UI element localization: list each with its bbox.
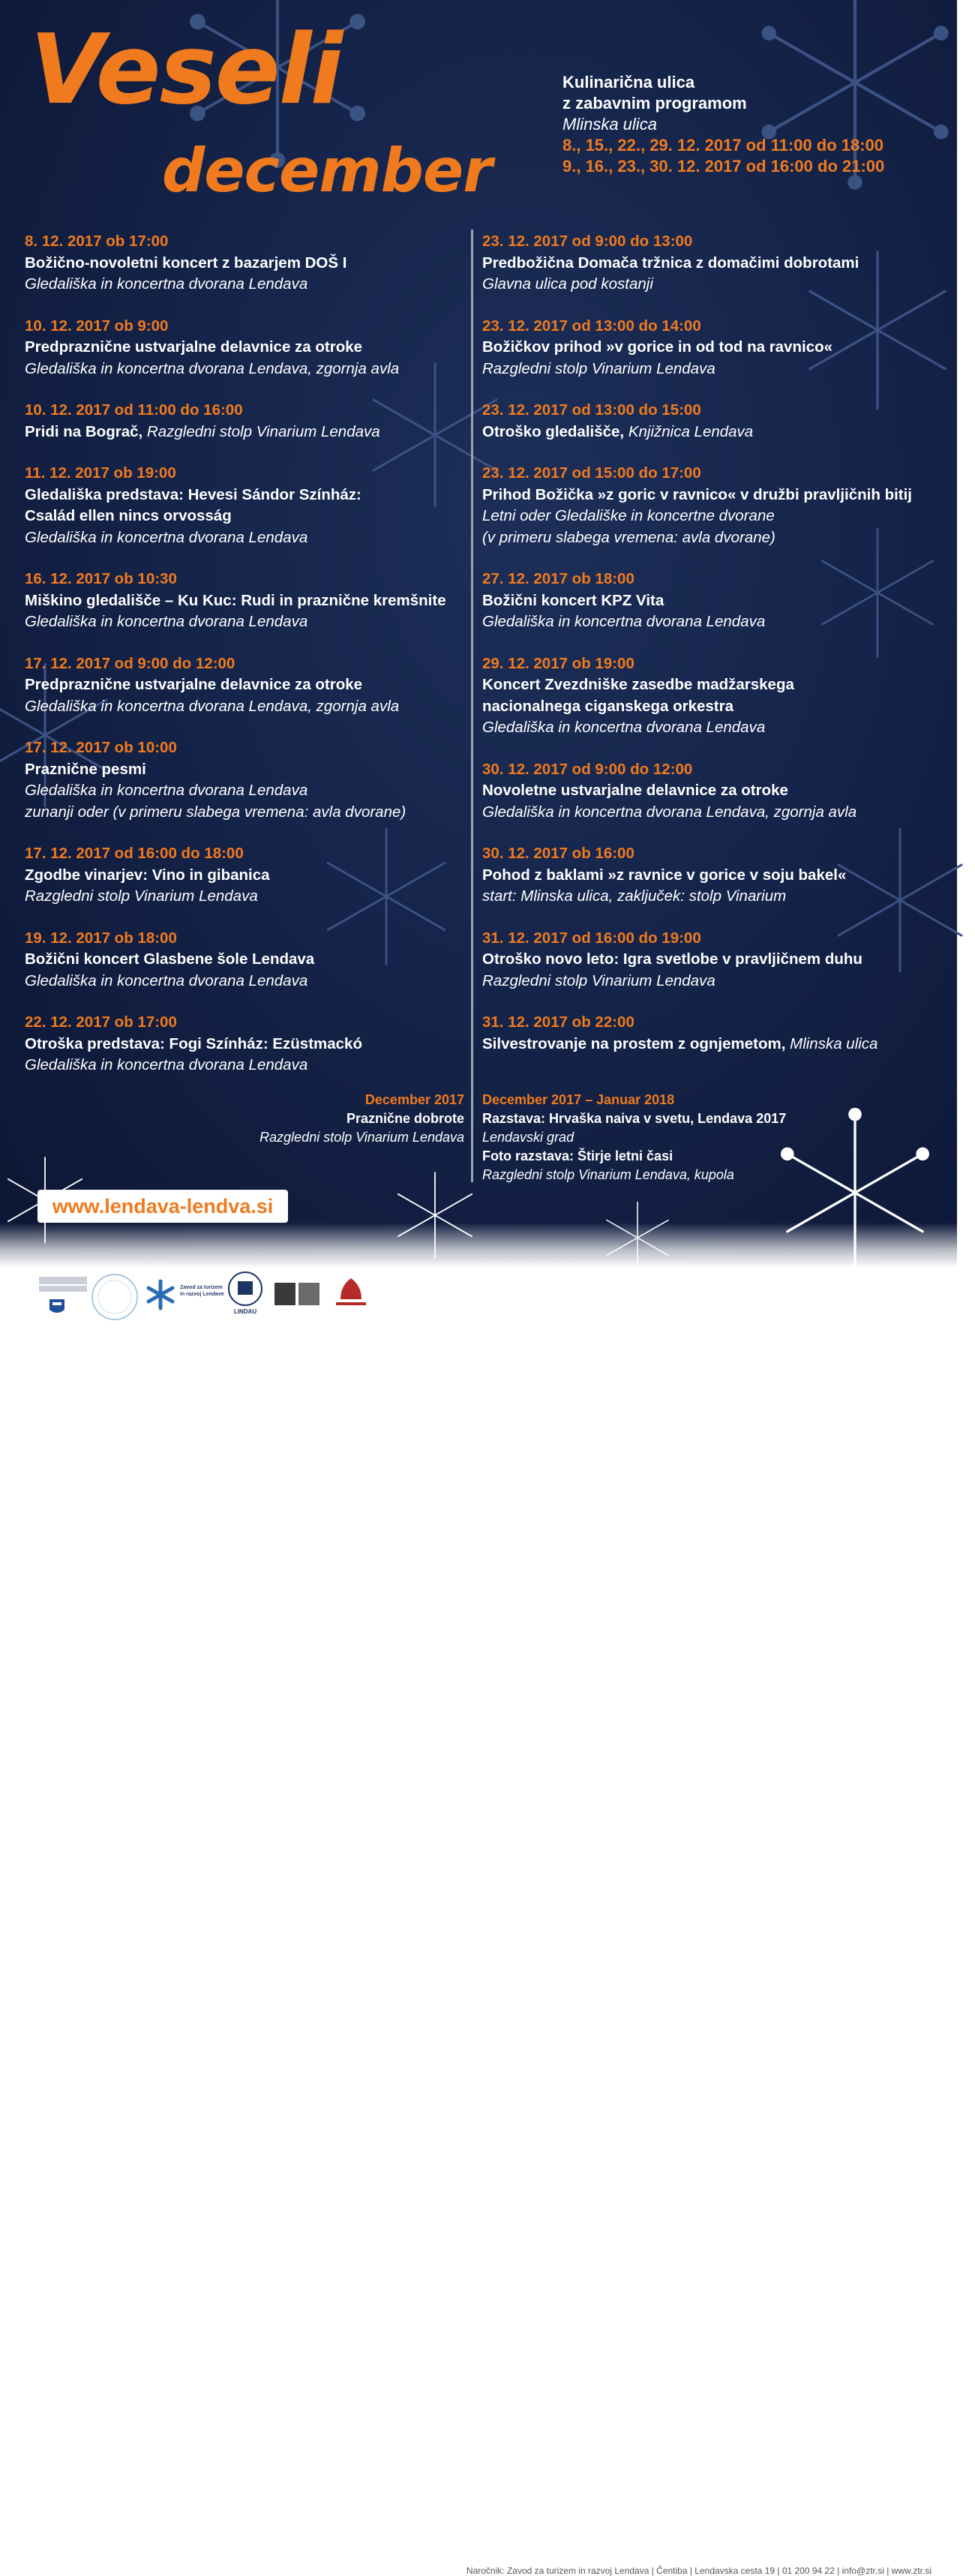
footer-contact-text: Naročnik: Zavod za turizem in razvoj Lendava | Čentiba | Lendavska cesta 19 | 01 200 94 22 | info@ztr.si | www.ztr.si <box>466 2565 932 2576</box>
event-title-text: Silvestrovanje na prostem z ognjemetom, <box>482 1034 786 1052</box>
event-date: 10. 12. 2017 ob 9:00 <box>25 317 169 335</box>
event-title: Predbožična Domača tržnica z domačimi dobrotami <box>482 254 860 272</box>
event-venue: Razgledni stolp Vinarium Lendava <box>25 887 258 905</box>
event-date: 30. 12. 2017 od 9:00 do 12:00 <box>482 760 693 778</box>
event-item <box>482 231 947 296</box>
right-events-column <box>482 231 947 1055</box>
event-venue-line2: zunanji oder (v primeru slabega vremena: avla dvorane) <box>25 803 406 821</box>
event-date: 17. 12. 2017 od 9:00 do 12:00 <box>25 654 236 672</box>
event-title: Praznične pesmi <box>25 760 146 778</box>
event-date: 10. 12. 2017 od 11:00 do 16:00 <box>25 401 243 419</box>
event-venue: Gledališka in koncertna dvorana Lendava <box>25 1056 308 1073</box>
event-item <box>482 759 947 824</box>
event-title: Otroško novo leto: Igra svetlobe v pravljičnem duhu <box>482 950 862 968</box>
event-venue-line2: (v primeru slabega vremena: avla dvorane) <box>482 528 776 546</box>
event-title: Otroška predstava: Fogi Színház: Ezüstmackó <box>25 1034 362 1052</box>
event-item <box>482 928 947 992</box>
event-date: 30. 12. 2017 ob 16:00 <box>482 845 634 862</box>
event-title: Gledališka predstava: Hevesi Sándor Színház: <box>25 485 362 503</box>
event-title: Zgodbe vinarjev: Vino in gibanica <box>25 866 270 884</box>
left-events-column <box>25 231 471 1076</box>
exhibitions-date: December 2017 – Januar 2018 <box>482 1092 675 1107</box>
event-date: 29. 12. 2017 ob 19:00 <box>482 654 634 672</box>
lendava-municipality-logo <box>39 1275 87 1320</box>
title-veseli: Veseli <box>30 14 342 126</box>
partner-logo <box>273 1280 322 1310</box>
event-title <box>482 422 947 443</box>
event-title: Predpraznične ustvarjalne delavnice za otroke <box>25 676 363 693</box>
event-item <box>482 316 947 380</box>
tourism-board-logo <box>144 1278 177 1311</box>
snow-ground-decoration <box>0 1223 957 1268</box>
event-venue: Glavna ulica pod kostanji <box>482 275 653 293</box>
tourism-board-logo-text: Zavod za turizem in razvoj Lendave <box>180 1285 224 1297</box>
partner-logo <box>88 1271 141 1323</box>
event-venue: Gledališka in koncertna dvorana Lendava <box>482 613 766 630</box>
partner-logo <box>327 1272 375 1317</box>
event-item <box>482 1012 947 1055</box>
event-date: 16. 12. 2017 ob 10:30 <box>25 570 177 587</box>
event-venue-inline: Knjižnica Lendava <box>624 422 754 440</box>
holiday-treats-date: December 2017 <box>364 1092 464 1107</box>
event-venue: Gledališka in koncertna dvorana Lendava <box>482 719 766 736</box>
event-item <box>25 569 471 633</box>
event-venue: Gledališka in koncertna dvorana Lendava, zgornja avla <box>25 359 400 377</box>
column-divider <box>471 230 473 1182</box>
event-item <box>25 843 471 908</box>
event-venue-inline: Razgledni stolp Vinarium Lendava <box>142 422 380 440</box>
event-title-text: Pridi na Bograč, <box>25 422 143 440</box>
holiday-treats-box <box>25 1091 464 1147</box>
event-item <box>482 569 947 633</box>
event-date: 17. 12. 2017 ob 10:00 <box>25 739 177 756</box>
event-date: 19. 12. 2017 ob 18:00 <box>25 929 177 947</box>
event-date: 31. 12. 2017 ob 22:00 <box>482 1013 634 1031</box>
event-title-text: Otroško gledališče, <box>482 422 625 440</box>
event-item <box>25 316 471 380</box>
culinary-title: Kulinarična ulica <box>562 73 695 92</box>
lindau-logo-text: LINDAU <box>233 1308 257 1315</box>
event-title: Božični koncert KPZ Vita <box>482 591 664 609</box>
event-date: 31. 12. 2017 od 16:00 do 19:00 <box>482 929 701 947</box>
event-venue: Gledališka in koncertna dvorana Lendava <box>25 528 308 546</box>
culinary-dates-1: 8., 15., 22., 29. 12. 2017 od 11:00 do 18:00 <box>562 136 884 155</box>
event-title: Božični koncert Glasbene šole Lendava <box>25 950 315 968</box>
holiday-treats-title: Praznične dobrote <box>346 1111 464 1126</box>
event-title: Koncert Zvezdniške zasedbe madžarskega <box>482 676 794 693</box>
culinary-dates-2: 9., 16., 23., 30. 12. 2017 od 16:00 do 21:00 <box>562 157 885 176</box>
event-title-line2: nacionalnega ciganskega orkestra <box>482 697 734 715</box>
event-date: 11. 12. 2017 ob 19:00 <box>25 464 176 482</box>
event-title: Miškino gledališče – Ku Kuc: Rudi in praznične kremšnite <box>25 591 446 609</box>
holiday-treats-venue: Razgledni stolp Vinarium Lendava <box>260 1130 464 1145</box>
website-link[interactable]: www.lendava-lendva.si <box>38 1190 288 1223</box>
poster <box>0 0 957 1268</box>
event-date: 17. 12. 2017 od 16:00 do 18:00 <box>25 845 244 862</box>
event-title: Božično-novoletni koncert z bazarjem DOŠ I <box>25 254 347 272</box>
event-venue-inline: Mlinska ulica <box>785 1034 878 1052</box>
event-title: Božičkov prihod »v gorice in od tod na ravnico« <box>482 338 833 356</box>
culinary-location: Mlinska ulica <box>562 115 657 134</box>
event-item <box>25 463 471 548</box>
event-date: 22. 12. 2017 ob 17:00 <box>25 1013 177 1031</box>
event-title: Prihod Božička »z goric v ravnico« v družbi pravljičnih bitij <box>482 485 912 503</box>
event-venue: Gledališka in koncertna dvorana Lendava <box>25 613 308 630</box>
culinary-subtitle: z zabavnim programom <box>562 94 747 113</box>
event-item <box>25 928 471 992</box>
event-item <box>25 653 471 718</box>
event-item <box>482 843 947 908</box>
event-date: 23. 12. 2017 od 9:00 do 13:00 <box>482 233 693 250</box>
exhibition-2-title: Foto razstava: Štirje letni časi <box>482 1148 674 1163</box>
event-venue: Letni oder Gledališke in koncertne dvorane <box>482 507 775 524</box>
event-date: 23. 12. 2017 od 13:00 do 14:00 <box>482 317 701 335</box>
event-venue: Razgledni stolp Vinarium Lendava <box>482 359 716 377</box>
event-title: Pohod z baklami »z ravnice v gorice v soju bakel« <box>482 866 847 884</box>
event-venue: Gledališka in koncertna dvorana Lendava <box>25 782 308 799</box>
event-venue: Gledališka in koncertna dvorana Lendava <box>25 971 308 989</box>
event-item <box>25 231 471 296</box>
event-venue: Gledališka in koncertna dvorana Lendava, zgornja avla <box>25 697 400 715</box>
event-date: 23. 12. 2017 od 13:00 do 15:00 <box>482 401 701 419</box>
event-date: 27. 12. 2017 ob 18:00 <box>482 570 634 587</box>
event-item <box>25 737 471 823</box>
event-date: 8. 12. 2017 ob 17:00 <box>25 233 169 250</box>
exhibition-1-venue: Lendavski grad <box>482 1130 574 1145</box>
event-venue: Gledališka in koncertna dvorana Lendava <box>25 275 308 293</box>
event-item <box>482 463 947 548</box>
event-venue: Gledališka in koncertna dvorana Lendava, zgornja avla <box>482 803 857 821</box>
event-title: Novoletne ustvarjalne delavnice za otroke <box>482 782 788 799</box>
event-title-line2: Család ellen nincs orvosság <box>25 507 232 524</box>
event-title: Predpraznične ustvarjalne delavnice za otroke <box>25 338 363 356</box>
event-item <box>25 400 471 443</box>
event-venue: Razgledni stolp Vinarium Lendava <box>482 971 716 989</box>
culinary-street-box <box>562 72 945 177</box>
event-item <box>482 653 947 739</box>
exhibition-2-venue: Razgledni stolp Vinarium Lendava, kupola <box>482 1167 734 1182</box>
footer <box>0 1268 957 2576</box>
event-title <box>482 1034 947 1055</box>
title-december: december <box>162 136 492 206</box>
exhibition-1-title: Razstava: Hrvaška naiva v svetu, Lendava 2017 <box>482 1111 787 1126</box>
event-venue: start: Mlinska ulica, zaključek: stolp Vinarium <box>482 887 787 905</box>
exhibitions-box <box>482 1091 947 1184</box>
event-date: 23. 12. 2017 od 15:00 do 17:00 <box>482 464 701 482</box>
event-title <box>25 422 471 443</box>
event-item <box>482 400 947 443</box>
event-item <box>25 1012 471 1076</box>
